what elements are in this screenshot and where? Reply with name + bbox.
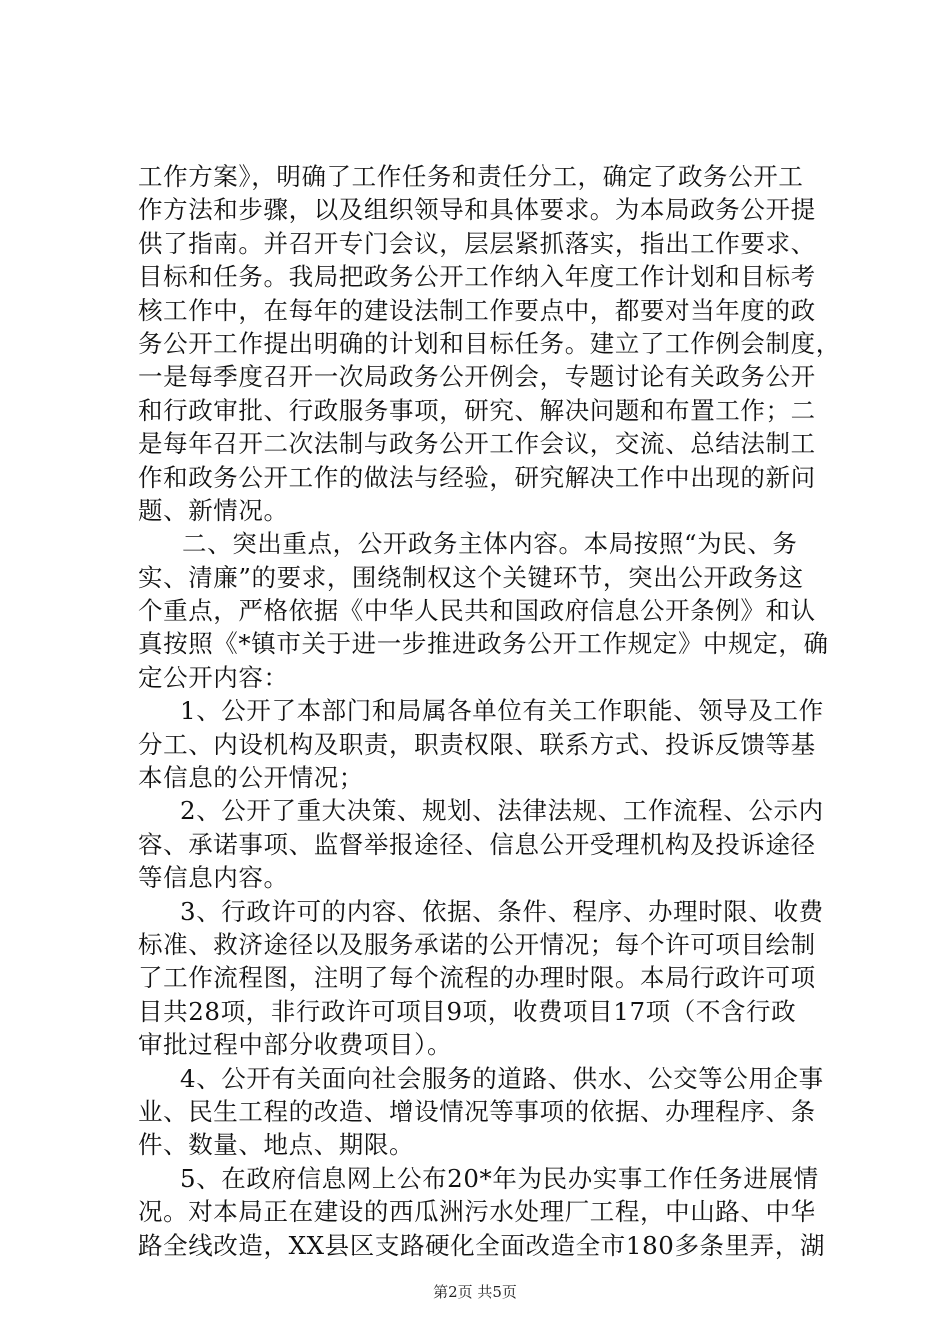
text-line: 作和政务公开工作的做法与经验，研究解决工作中出现的新问 <box>138 462 816 492</box>
text-line: 一是每季度召开一次局政务公开例会，专题讨论有关政务公开 <box>138 362 816 392</box>
text-line: 路全线改造，XX县区支路硬化全面改造全市180多条里弄，湖 <box>138 1230 826 1260</box>
text-line: 实、清廉”的要求，围绕制权这个关键环节，突出公开政务这 <box>138 562 804 592</box>
text-line: 目共28项，非行政许可项目9项，收费项目17项（不含行政 <box>138 996 797 1026</box>
text-line: 个重点，严格依据《中华人民共和国政府信息公开条例》和认 <box>138 596 816 626</box>
text-line: 供了指南。并召开专门会议，层层紧抓落实，指出工作要求、 <box>138 228 816 258</box>
list-item-line: 5、在政府信息网上公布20*年为民办实事工作任务进展情 <box>180 1163 819 1193</box>
list-item-line: 3、行政许可的内容、依据、条件、程序、办理时限、收费 <box>180 896 824 926</box>
text-line: 等信息内容。 <box>138 863 289 893</box>
list-item-line: 4、公开有关面向社会服务的道路、供水、公交等公用企事 <box>180 1063 824 1093</box>
section-heading-line: 二、突出重点，公开政务主体内容。本局按照“为民、务 <box>182 529 798 559</box>
text-line: 容、承诺事项、监督举报途径、信息公开受理机构及投诉途径 <box>138 829 816 859</box>
text-line: 分工、内设机构及职责，职责权限、联系方式、投诉反馈等基 <box>138 729 816 759</box>
text-line: 和行政审批、行政服务事项，研究、解决问题和布置工作；二 <box>138 395 816 425</box>
list-item-line: 1、公开了本部门和局属各单位有关工作职能、领导及工作 <box>180 696 824 726</box>
text-line: 标准、救济途径以及服务承诺的公开情况；每个许可项目绘制 <box>138 929 816 959</box>
text-line: 目标和任务。我局把政务公开工作纳入年度工作计划和目标考 <box>138 262 816 292</box>
text-line: 况。对本局正在建设的西瓜洲污水处理厂工程，中山路、中华 <box>138 1197 816 1227</box>
text-line: 是每年召开二次法制与政务公开工作会议，交流、总结法制工 <box>138 429 816 459</box>
page-number-footer: 第2页 共5页 <box>433 1283 517 1301</box>
text-line: 真按照《*镇市关于进一步推进政务公开工作规定》中规定，确 <box>138 629 829 659</box>
text-line: 核工作中，在每年的建设法制工作要点中，都要对当年度的政 <box>138 295 816 325</box>
text-line: 本信息的公开情况； <box>138 763 364 793</box>
text-line: 件、数量、地点、期限。 <box>138 1130 415 1160</box>
text-line: 工作方案》，明确了工作任务和责任分工，确定了政务公开工 <box>138 162 804 191</box>
text-line: 审批过程中部分收费项目）。 <box>138 1030 453 1060</box>
text-line: 题、新情况。 <box>138 495 289 525</box>
text-line: 务公开工作提出明确的计划和目标任务。建立了工作例会制度， <box>138 328 841 358</box>
text-line: 定公开内容： <box>138 662 289 692</box>
list-item-line: 2、公开了重大决策、规划、法律法规、工作流程、公示内 <box>180 796 824 826</box>
text-line: 作方法和步骤，以及组织领导和具体要求。为本局政务公开提 <box>138 195 816 225</box>
text-line: 业、民生工程的改造、增设情况等事项的依据、办理程序、条 <box>138 1096 816 1126</box>
document-body <box>138 160 841 1262</box>
text-line: 了工作流程图，注明了每个流程的办理时限。本局行政许可项 <box>138 963 816 993</box>
